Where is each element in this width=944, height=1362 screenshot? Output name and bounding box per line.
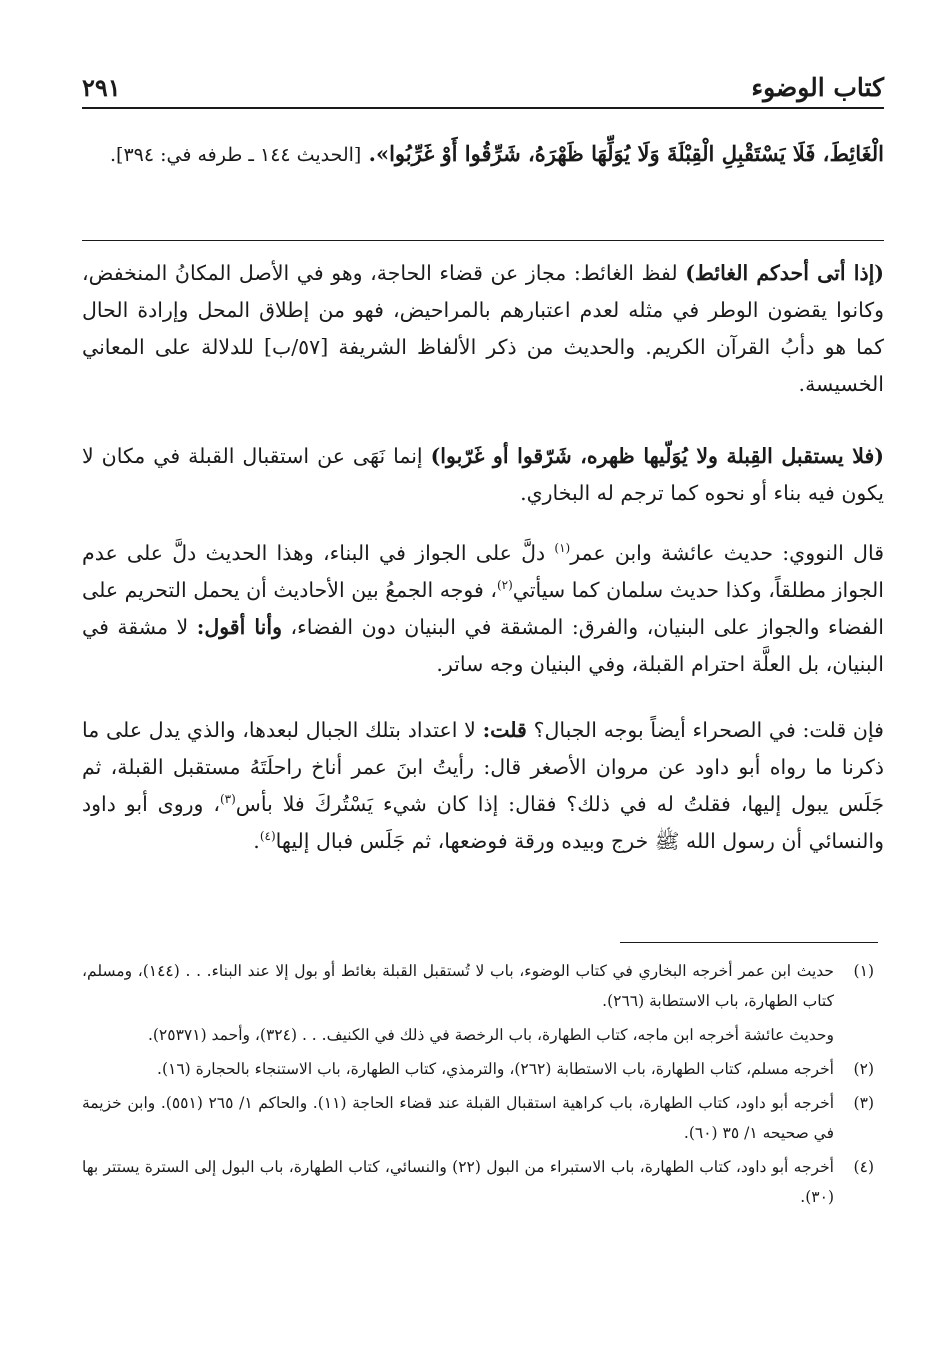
commentary-text: إنما نَهَى عن استقبال القبلة في مكان لا يكون فيه بناء أو نحوه كما ترجم له البخاري.	[82, 444, 884, 505]
footnote-text: حديث ابن عمر أخرجه البخاري في كتاب الوضوء، باب لا تُستقبل القبلة بغائط أو بول إلا عند البناء. . . (١٤٤)، ومسلم، كتاب الطهارة، باب الاستطابة (٢٦٦).	[82, 962, 834, 1010]
footnote	[82, 1054, 884, 1084]
hadith-matn: الْغَائِطَ، فَلَا يَسْتَقْبِلِ الْقِبْلَةَ وَلَا يُوَلِّهَا ظَهْرَهُ، شَرِّقُوا أَوْ غَرِّبُوا».	[368, 141, 884, 166]
commentary-text: .	[253, 829, 260, 853]
running-header	[82, 62, 884, 102]
header-rule	[82, 107, 884, 109]
footnote	[82, 956, 884, 1016]
commentary-text: قال النووي: حديث عائشة وابن عمر	[570, 541, 884, 565]
hadith-text	[82, 130, 884, 179]
commentary-paragraph-2	[82, 438, 884, 512]
commentary-paragraph-3	[82, 535, 884, 683]
footnote-marker[interactable]: (١)	[554, 541, 571, 556]
commentary-paragraph-4	[82, 712, 884, 860]
section-divider	[82, 240, 884, 241]
commentary-text: دلَّ على الجواز في البناء، وهذا الحديث دلَّ على عدم الجواز مطلقاً، وكذا حديث سلمان كما سيأتي	[82, 541, 884, 602]
footnote-separator	[620, 942, 878, 943]
lemma: (إذا أتى أحدكم الغائط)	[685, 261, 885, 285]
footnote	[82, 1088, 884, 1148]
hadith-reference: [الحديث ١٤٤ ـ طرفه في: ٣٩٤].	[110, 144, 362, 166]
book-title: كتاب الوضوء	[751, 73, 884, 102]
commentary-text: ، فوجه الجمعُ بين الأحاديث أن يحمل التحريم على الفضاء والجواز على البنيان، والفرق: المشقة في البنيان دون الفضاء،	[82, 578, 884, 639]
footnote-number: (١)	[853, 962, 874, 980]
footnote-number: (٣)	[853, 1094, 874, 1112]
footnote	[82, 1152, 884, 1212]
answer-keyword: قلت:	[482, 718, 527, 742]
footnote-text: أخرجه أبو داود، كتاب الطهارة، باب كراهية استقبال القبلة عند قضاء الحاجة (١١). والحاكم ١/ ٢٦٥ (٥٥١). وابن خزيمة في صحيحه ١/ ٣٥ (٦٠).	[82, 1094, 835, 1142]
lemma: (فلا يستقبل القِبلة ولا يُوَلّيها ظهره، شَرّقوا أو غَرّبوا)	[430, 444, 884, 468]
footnote-marker[interactable]: (٢)	[496, 578, 513, 593]
commentary-text: فإن قلت: في الصحراء أيضاً بوجه الجبال؟	[533, 718, 884, 742]
commentary-paragraph-1	[82, 255, 884, 403]
footnote-marker[interactable]: (٤)	[259, 829, 276, 844]
footnotes	[82, 956, 884, 1216]
footnote-number	[834, 1020, 884, 1050]
page-number: ٢٩١	[82, 73, 121, 102]
footnote-number: (٢)	[853, 1060, 874, 1078]
author-remark-keyword: وأنا أقول:	[196, 615, 282, 639]
commentary-text: لفظ الغائط: مجاز عن قضاء الحاجة، وهو في الأصل المكانُ المنخفض، وكانوا يقضون الوطر في مثله لعدم اعتبارهم بالمراحيض، فهو من إطلاق المحل وإرادة الحال كما هو دأبُ القرآن الكريم. والحديث من ذكر الألفاظ الشريفة [٥٧/ب] للدلالة على المعاني الخسيسة.	[82, 261, 884, 396]
commentary-text: لا اعتداد بتلك الجبال لبعدها، والذي يدل على ما ذكرنا ما رواه أبو داود عن مروان الأصغر قال: رأيتُ ابنَ عمر أناخ راحلَتَهُ مستقبل القبلة، ثم جَلَس يبول إليها، فقلتُ له في ذلك؟ فقال: إذا كان شيء يَسْتُركَ فلا بأس	[82, 718, 884, 816]
commentary-text: ، وروى أبو داود والنسائي أن رسول الله ﷺ خرج وبيده ورقة فوضعها، ثم جَلَس فبال إليها	[82, 792, 884, 853]
footnote-continuation	[82, 1020, 884, 1050]
footnote-text: وحديث عائشة أخرجه ابن ماجه، كتاب الطهارة، باب الرخصة في ذلك في الكنيف. . . (٣٢٤)، وأحمد (٢٥٣٧١).	[147, 1026, 834, 1044]
footnote-number: (٤)	[853, 1158, 874, 1176]
footnote-text: أخرجه أبو داود، كتاب الطهارة، باب الاستبراء من البول (٢٢) والنسائي، كتاب الطهارة، باب البول إلى السترة يستتر بها (٣٠).	[82, 1158, 834, 1206]
commentary-text: لا مشقة في البنيان، بل العلَّة احترام القبلة، وفي البنيان وجه ساتر.	[82, 615, 884, 676]
footnote-text: أخرجه مسلم، كتاب الطهارة، باب الاستطابة (٢٦٢)، والترمذي، كتاب الطهارة، باب الاستنجاء بالحجارة (١٦).	[157, 1060, 834, 1078]
footnote-marker[interactable]: (٣)	[219, 792, 236, 807]
